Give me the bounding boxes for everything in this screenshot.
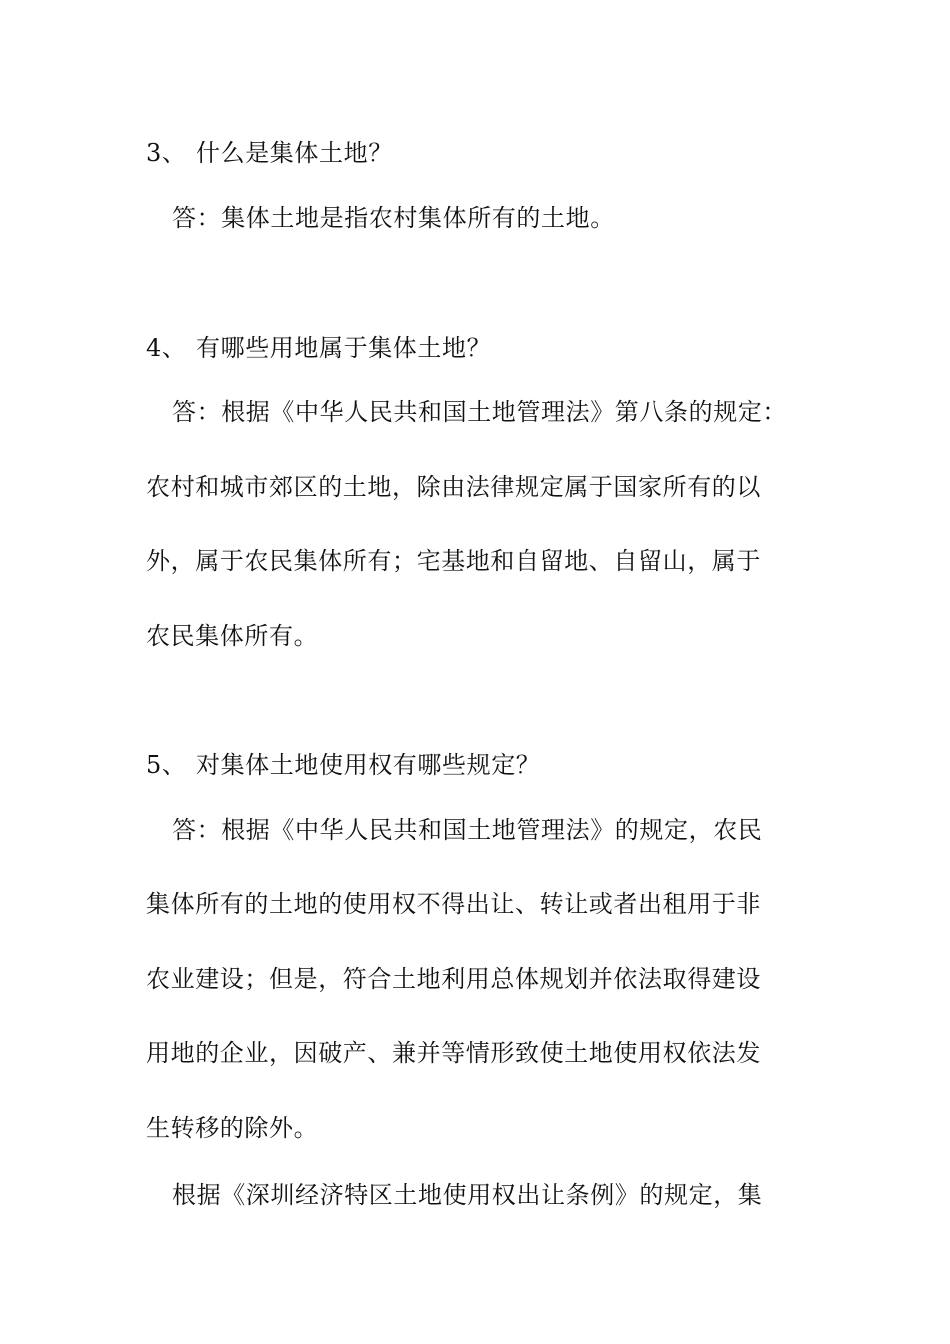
answer-5-extra-line-1: 根据《深圳经济特区土地使用权出让条例》的规定，集	[172, 1181, 763, 1209]
question-4-text: 有哪些用地属于集体土地？	[196, 334, 492, 362]
question-5-number: 5、	[146, 751, 187, 779]
answer-5-line-3: 农业建设；但是，符合土地利用总体规划并依法取得建设	[146, 965, 761, 993]
question-3-text: 什么是集体土地？	[196, 139, 393, 167]
answer-5-line-2: 集体所有的土地的使用权不得出让、转让或者出租用于非	[146, 890, 761, 918]
question-3-number: 3、	[146, 139, 187, 167]
answer-5-line-1: 答：根据《中华人民共和国土地管理法》的规定，农民	[172, 816, 763, 844]
question-5-text: 对集体土地使用权有哪些规定？	[196, 751, 541, 779]
question-4	[146, 333, 491, 363]
question-3	[146, 138, 393, 168]
answer-5-line-4: 用地的企业，因破产、兼并等情形致使土地使用权依法发	[146, 1039, 761, 1067]
question-5	[146, 750, 540, 780]
answer-3-line-1: 答：集体土地是指农村集体所有的土地。	[172, 204, 615, 232]
question-4-number: 4、	[146, 334, 187, 362]
answer-4-line-4: 农民集体所有。	[146, 622, 319, 650]
answer-4-line-1: 答：根据《中华人民共和国土地管理法》第八条的规定：	[172, 398, 787, 426]
answer-4-line-2: 农村和城市郊区的土地，除由法律规定属于国家所有的以	[146, 473, 761, 501]
answer-4-line-3: 外，属于农民集体所有；宅基地和自留地、自留山，属于	[146, 547, 761, 575]
answer-5-line-5: 生转移的除外。	[146, 1114, 319, 1142]
